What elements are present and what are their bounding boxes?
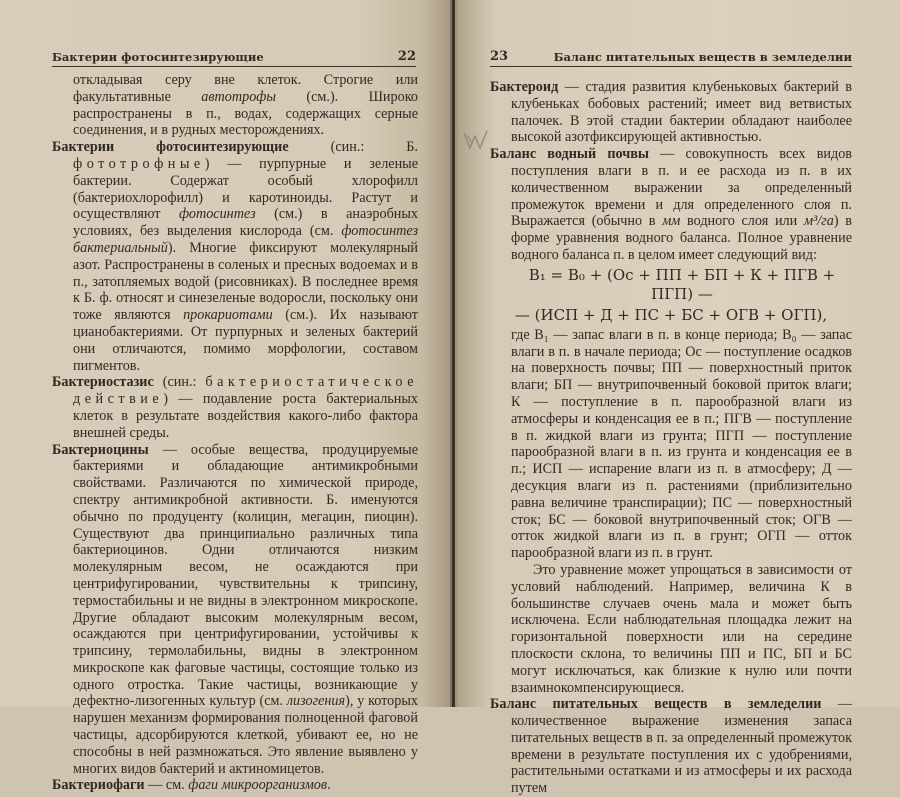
entry-bakteriostazis: Бактериостазис (син.: бактериостатическое действие) — подавление роста бактериальных клеток в результате воздействия какого-либо фактора внешней среды. [52, 374, 418, 441]
book-spine [452, 0, 455, 707]
entry-term: Бактероид [490, 79, 559, 95]
entry-balans-vodnyi-pochvy: Баланс водный почвы — совокупность всех видов поступления влаги в п. и ее расхода из п. в их количественном выражении за определенный промежуток времени и для определенного слоя п. Выражается (обычно в мм водного слоя или м³/га) в форме уравнения водного баланса. Полное уравнение водного баланса п. в целом имеет следующий вид: [490, 146, 852, 263]
running-head-title: Баланс питательных веществ в земледелии [553, 50, 852, 64]
entry-bakteriofagi: Бактериофаги — см. фаги микроорганизмов. [52, 777, 331, 794]
entry-term: Бактерии фотосинтезирующие [52, 139, 289, 156]
right-page [450, 0, 900, 797]
running-head-left [52, 46, 416, 67]
page-number: 23 [490, 49, 509, 64]
entry-bakteriotsiny: Бактериоцины — особые вещества, продуцируемые бактериями и обладающие антимикробными свойствами. Различаются по химической природе, спектру антимикробной активности. Б. именуются обычно по продуценту (колицин, мегацин, пиоцин). Существуют два принципиально различных типа бактериоцинов. Одни отличаются низким молекулярным весом, не осаждаются при центрифугировании, чувствительны к трипсину, термостабильны и не видны в электронном микроскопе. Другие обладают высоким молекулярным весом, осаждаются при центрифугировании, устойчивы к трипсину, термолабильны, видны в электронном микроскопе как фаговые частицы, состоящие только из одного отростка. Такие частицы, возникающие у дефектно-лизогенных культур (см. лизогения), у которых нарушен механизм формирования полноценной фаговой частицы, адсорбируются клеткой, убивают ее, но не способны в ней размножаться. Это явление выявлено у многих видов бактерий и актиномицетов. [52, 441, 418, 777]
pencil-mark-icon [463, 129, 489, 151]
entry-bakterii-fotosinteziruyushchie: Бактерии фотосинтезирующие (син.: Б. фототрофные) — пурпурные и зеленые бактерии. Содержат особый хлорофилл (бактериохлорофилл) и каротиноиды. Растут и осуществляют фотосинтез (см.) в анаэробных условиях, без выделения кислорода (см. фотосинтез бактериальный). Многие фиксируют молекулярный азот. Распространены в соленых и пресных водоемах и в п., затопляемых водой (рисовниках). В последнее время к Б. ф. относят и синезеленые водоросли, поскольку они тоже являются прокариотами (см.). Их называют цианобактериями. От пурпурных и зеленых бактерий они отличаются, помимо морфологии, составом пигментов. [52, 139, 419, 374]
water-balance-formula-line-1: B₁ = B₀ + (Ос + ПП + БП + К + ПГВ + ПГП) — [528, 265, 836, 303]
left-page [0, 0, 450, 794]
entry-term: Баланс питательных веществ в земледелии [490, 696, 822, 713]
page-number: 22 [397, 49, 416, 64]
running-head-right [490, 46, 852, 67]
left-page-body [52, 72, 418, 794]
running-head-title: Бактерии фотосинтезирующие [52, 50, 264, 64]
formula-legend: где B₁ — запас влаги в п. в конце периода; B₀ — запас влаги в п. в начале периода; Ос — поступление осадков на поверхность почвы; ПП — поверхностный приток влаги; БП — внутрипочвенный боковой приток влаги; К — поступление в п. парообразной влаги из атмосферы и конденсация ее в п.; ПГВ — поступление в п. жидкой влаги из грунта; ПГП — поступление парообразной влаги в п. из грунта и конденсация ее в п.; ИСП — испарение влаги из п. в атмосферу; Д — десукция влаги из п. растениями (приблизительно равна величине транспирации); ПС — поверхностный сток; БС — боковой внутрипочвенный сток; ОГВ — отток жидкой влаги из п. в грунт; ОГП — отток парообразной влаги из п. в грунт. [511, 326, 852, 562]
entry-term: Баланс водный почвы [490, 146, 649, 163]
continuation-text: откладывая серу вне клеток. Строгие или факультативные автотрофы (см.). Широко распространены в п., водах, содержащих серные соединения, и в рудных месторождениях. [73, 72, 418, 139]
water-balance-formula-line-2: — (ИСП + Д + ПС + БС + ОГВ + ОГП), [514, 305, 828, 324]
water-balance-paragraph: Это уравнение может упрощаться в зависимости от условий наблюдений. Например, величина К в большинстве случаев очень мала и может быть исключена. Если наблюдательная площадка лежит на горизонтальной поверхности или на середине плоскости склона, то величины ПП и ПС, БП и БС могут исключаться, как близкие к нулю или почти взаимнокомпенсирующиеся. [511, 561, 852, 696]
entry-term: Бактериофаги [52, 777, 145, 794]
entry-term: Бактериостазис [52, 374, 154, 391]
entry-balans-pitatelnykh-veshchestv: Баланс питательных веществ в земледелии — количественное выражение изменения запаса питательных веществ в п. за определенный промежуток времени в результате поступления их с удобрениями, растительными остатками и из атмосферы и их расхода путем [490, 696, 852, 797]
entry-term: Бактериоцины [52, 441, 149, 458]
right-page-body [490, 79, 852, 797]
entry-bakteroid: Бактероид — стадия развития клубеньковых бактерий в клубеньках бобовых растений; имеет вид ветвистых палочек. В этой стадии бактерии обладают наиболее высокой азотфиксирующей активностью. [490, 79, 852, 146]
